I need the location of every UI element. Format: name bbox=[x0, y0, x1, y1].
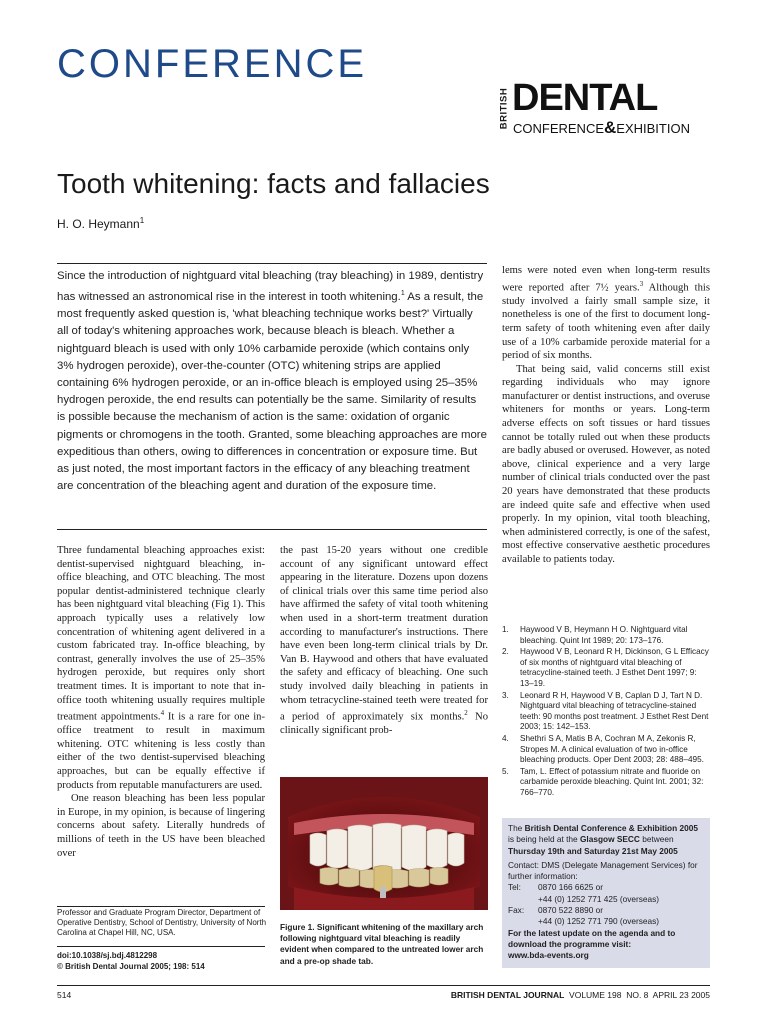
conference-contact: Contact: DMS (Delegate Management Services) for further information: bbox=[508, 859, 698, 882]
paragraph: lems were noted even when long-term results were reported after 7½ years.$^3$ Although this study involved a fairly small sample size, it nonetheless is one of the first to document long-term safety of tooth whitening even after daily use of a 10% carbamide peroxide material for a period of six months. bbox=[502, 265, 710, 362]
paragraph: One reason bleaching has been less popular in Europe, in my opinion, is because of lingering concerns about safety. Literally hundreds of millions of teeth in the US have been bleached over bbox=[57, 793, 265, 859]
doi-block bbox=[57, 950, 205, 972]
figure-caption: Figure 1. Significant whitening of the maxillary arch following nightguard vital bleaching is readily evident when compared to the untreated lower arch and a pre-op shade tab. bbox=[280, 922, 484, 966]
footnote-rule bbox=[57, 906, 265, 907]
author-affiliation: Professor and Graduate Program Director, Department of Operative Dentistry, School of Dentistry, University of North Carolina at Chapel Hill, NC, USA. bbox=[57, 908, 267, 937]
conference-info-box bbox=[502, 818, 710, 968]
journal-footer: BRITISH DENTAL JOURNAL VOLUME 198 NO. 8 APRIL 23 2005 bbox=[450, 990, 710, 1000]
figure-1-teeth-photo bbox=[280, 777, 488, 910]
footer-rule bbox=[57, 985, 710, 986]
body-column-3 bbox=[502, 264, 710, 567]
page-number: 514 bbox=[57, 990, 72, 1000]
bdc-logo bbox=[496, 77, 712, 137]
abstract-bottom-rule bbox=[57, 529, 487, 530]
logo-british-text: BRITISH bbox=[498, 87, 510, 130]
reference-item: 1. Haywood V B, Heymann H O. Nightguard vital bleaching. Quint Int 1989; 20: 173–176. bbox=[502, 625, 688, 645]
reference-item: 3. Leonard R H, Haywood V B, Caplan D J, Tart N D. Nightguard vital bleaching of tetracycline-stained teeth: 90 months post treatment. J Esthet Rest Dent 2003; 15: 142–153. bbox=[502, 690, 709, 732]
logo-dental-text: DENTAL bbox=[512, 77, 658, 119]
conference-url-link[interactable]: www.bda-events.org bbox=[508, 950, 589, 961]
references-list bbox=[502, 625, 710, 800]
citation: © British Dental Journal 2005; 198: 514 bbox=[57, 962, 205, 971]
paragraph: Three fundamental bleaching approaches exist: dentist-supervised nightguard bleaching, in-office bleaching, and OTC bleaching. The most popular dentist-administered technique clearly has been nightguard vital bleaching (Fig 1). This approach typically uses a relatively low concentration of whitening agent delivered in a custom fabricated tray. In-office bleaching, by contrast, generally involves the use of 25–35% hydrogen peroxide, but requires only short treatment times. It is important to note that in-office tooth whitening usually requires multiple treatment appointments.$^4$ It is a rare for one in-office treatment to result in maximum whitening. OTC whitening is less costly than either of the two dentist-supervised bleaching approaches, but can be equally effective if products from reputable manufacturers are used. bbox=[57, 545, 265, 791]
conference-latest: For the latest update on the agenda and to download the programme visit: bbox=[508, 927, 676, 949]
doi-rule bbox=[57, 946, 265, 947]
conference-intro: The British Dental Conference & Exhibition 2005 is being held at the Glasgow SECC between Thursday 19th and Saturday 21st May 2005 bbox=[508, 823, 698, 856]
article-title: Tooth whitening: facts and fallacies bbox=[57, 168, 490, 199]
body-column-1 bbox=[57, 544, 265, 860]
fax-row: Fax: 0870 522 8890 or +44 (0) 1252 771 790 (overseas) bbox=[508, 905, 660, 927]
reference-item: 5. Tam, L. Effect of potassium nitrate and fluoride on carbamide peroxide bleaching. Quint Int. 2001; 32: 766–770. bbox=[502, 766, 704, 797]
teeth-illustration bbox=[280, 777, 488, 910]
abstract-top-rule bbox=[57, 263, 487, 264]
doi: doi:10.1038/sj.bdj.4812298 bbox=[57, 951, 158, 960]
abstract: Since the introduction of nightguard vital bleaching (tray bleaching) in 1989, dentistry has witnessed an astronomical rise in the interest in tooth whitening.$^1$ As a result, the most frequently asked question is, 'what bleaching technique works best?' Virtually all of today's whitening approaches work, because bleach is bleach. Whether a nightguard bleach is used with only 10% carbamide peroxide (which contains only 3% hydrogen peroxide), over-the-counter (OTC) whitening strips are applied containing 6% hydrogen peroxide, or an in-office bleach is employed using 25–35% hydrogen peroxide, the end results can potentially be the same. Similarity of results is possible because the mechanism of action is the same: oxidation of organic pigments or chromogens in the tooth. Granted, some bleaching approaches are more expeditious than others, owing to differences in concentration or exposure time. But as just noted, the most important factors in the efficacy of any bleaching treatment are concentration of the bleaching agent and duration of the exposure time. bbox=[57, 270, 487, 493]
reference-item: 2. Haywood V B, Leonard R H, Dickinson, G L Efficacy of six months of nightguard vital bleaching of tetracycline-stained teeth. J Esthet Dent 1997; 9: 13–19. bbox=[502, 647, 709, 688]
paragraph: the past 15-20 years without one credible account of any significant untoward effect appearing in the literature. Dozens upon dozens of clinical trials over this same time period also have affirmed the safety of vital tooth whitening when used in a short-term treatment duration according to manufacturer's instructions. There have even been long-term clinical trials by Dr. Van B. Haywood and others that have evaluated the safety and efficacy of bleaching. One such study involved daily bleaching in patients in whom tetracycline-stained teeth were treated for a period of approximately six months.$^2$ No clinically significant prob- bbox=[280, 545, 488, 737]
tel-row: Tel: 0870 166 6625 or +44 (0) 1252 771 425 (overseas) bbox=[508, 882, 660, 904]
body-column-2 bbox=[280, 544, 488, 738]
author: H. O. Heymann$^1$ bbox=[57, 216, 145, 231]
logo-subtitle: CONFERENCE&EXHIBITION bbox=[513, 118, 690, 137]
section-label: CONFERENCE bbox=[57, 42, 368, 86]
paragraph: That being said, valid concerns still exist regarding individuals who may ignore manufacturer or dentist instructions, and overuse whiteners for months or years. Long-term adverse effects on soft tissues or hard tissues cannot be totally ruled out when these products are badly abused or overused. However, as noted above, clinical experience and a very large number of clinical trials conducted over the past 20 years have demonstrated that these products are indeed quite safe and effective when used properly. In my opinion, vital tooth bleaching, when administered correctly, is one of the safest, most effective conservative aesthetic procedures available to patients today. bbox=[502, 363, 710, 565]
reference-item: 4. Shethri S A, Matis B A, Cochran M A, Zekonis R, Stropes M. A clinical evaluation of two in-office bleaching products. Oper Dent 2003; 28: 488–495. bbox=[502, 733, 704, 765]
